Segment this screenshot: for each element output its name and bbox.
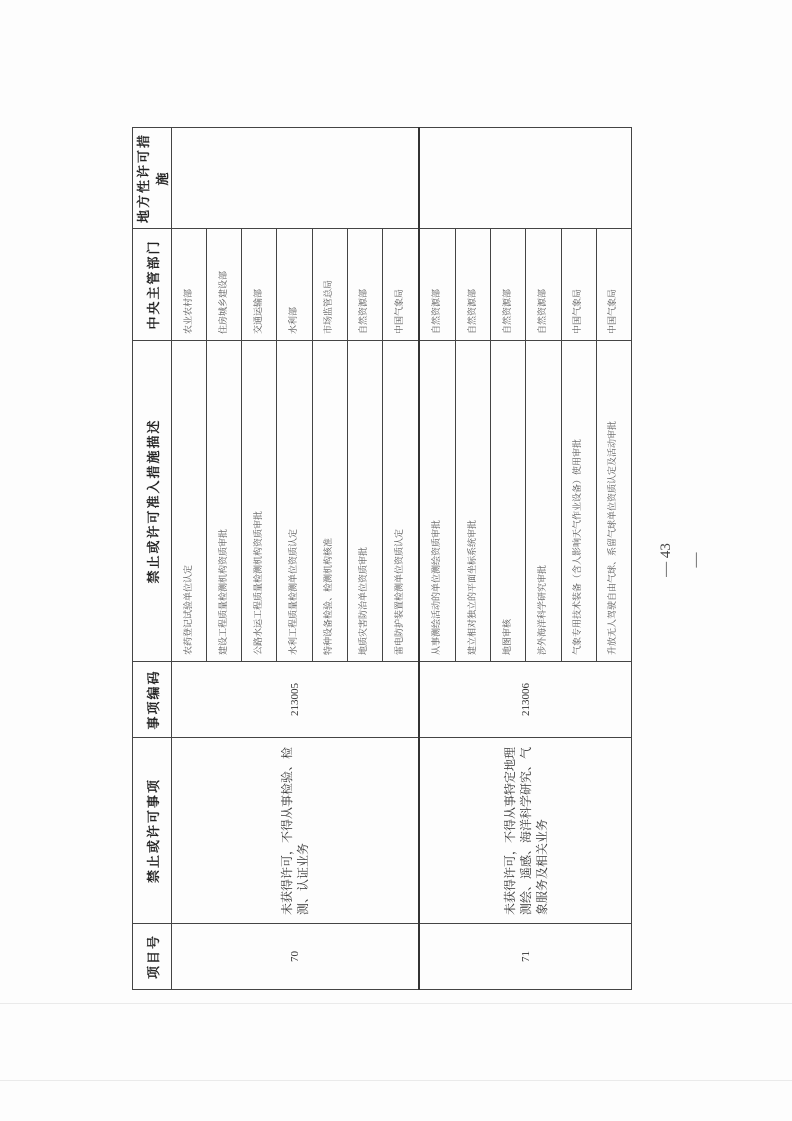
measure-description: 建立相对独立的平面坐标系统审批: [456, 341, 491, 662]
bleed-through-rule: [0, 1080, 792, 1081]
measure-description: 特种设备检验、检测机构核准: [312, 341, 347, 662]
header-central-department: 中央主管部门: [133, 229, 172, 341]
table-header-row: [133, 128, 172, 990]
central-department: 自然资源部: [347, 229, 382, 341]
header-measure-description: 禁止或许可准入措施描述: [133, 341, 172, 662]
table-frame: [132, 128, 632, 990]
local-measures-cell: [419, 128, 631, 229]
page-number: — 43 —: [658, 543, 704, 577]
central-department: 自然资源部: [456, 229, 491, 341]
central-department: 自然资源部: [491, 229, 526, 341]
bleed-through-rule: [0, 1003, 792, 1004]
measure-description: 地质灾害防治单位资质审批: [347, 341, 382, 662]
central-department: 自然资源部: [419, 229, 456, 341]
central-department: 住房城乡建设部: [207, 229, 242, 341]
central-department: 中国气象局: [561, 229, 596, 341]
item-code: 213005: [172, 662, 420, 738]
central-department: 农业农村部: [172, 229, 207, 341]
measure-description: 建设工程质量检测机构资质审批: [207, 341, 242, 662]
table-row: [419, 128, 456, 990]
header-project-no: 项目号: [133, 924, 172, 990]
central-department: 中国气象局: [596, 229, 631, 341]
measure-description: 从事测绘活动的单位测绘资质审批: [419, 341, 456, 662]
local-measures-cell: [172, 128, 420, 229]
table-row: [172, 128, 207, 990]
rotated-table-container: [132, 128, 632, 990]
measure-description: 公路水运工程质量检测机构资质审批: [242, 341, 277, 662]
header-item: 禁止或许可事项: [133, 738, 172, 924]
measure-description: 农药登记试验单位认定: [172, 341, 207, 662]
measure-description: 气象专用技术装备（含人影响天气作业设备）使用审批: [561, 341, 596, 662]
measure-description: 地图审核: [491, 341, 526, 662]
central-department: 市场监管总局: [312, 229, 347, 341]
item-text: 未获得许可，不得从事特定地理测绘、遥感、海洋科学研究、气象服务及相关业务: [419, 738, 631, 924]
central-department: 自然资源部: [526, 229, 561, 341]
header-local-measures: 地方性许可措施: [133, 128, 172, 229]
measure-description: 雷电防护装置检测单位资质认定: [382, 341, 419, 662]
project-number: 70: [172, 924, 420, 990]
permit-measures-table: [132, 127, 632, 990]
measure-description: 升放无人驾驶自由气球、系留气球单位资质认定及活动审批: [596, 341, 631, 662]
item-code: 213006: [419, 662, 631, 738]
header-code: 事项编码: [133, 662, 172, 738]
project-number: 71: [419, 924, 631, 990]
central-department: 水利部: [277, 229, 312, 341]
item-text: 未获得许可，不得从事检验、检测、认证业务: [172, 738, 420, 924]
measure-description: 涉外海洋科学研究审批: [526, 341, 561, 662]
central-department: 交通运输部: [242, 229, 277, 341]
measure-description: 水利工程质量检测单位资质认定: [277, 341, 312, 662]
central-department: 中国气象局: [382, 229, 419, 341]
